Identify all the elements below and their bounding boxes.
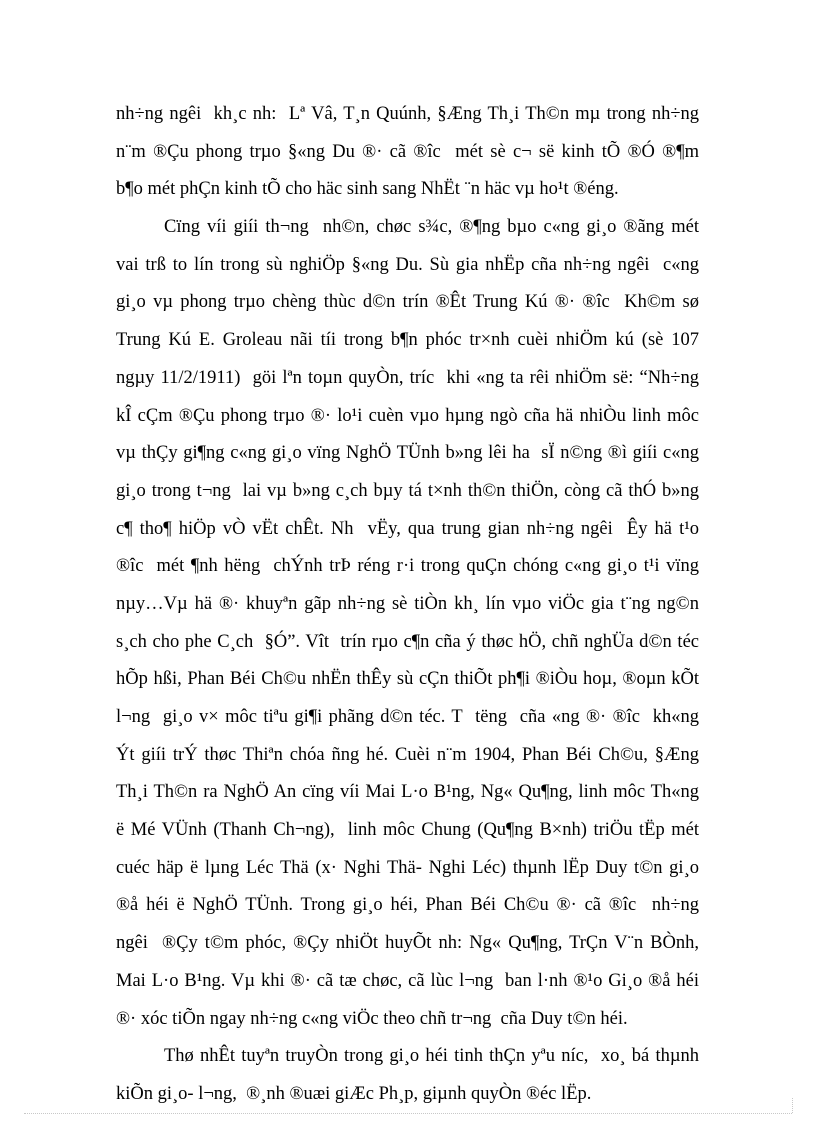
text-line: ®· xóc tiÕn ngay nh÷ng c«ng viÖc theo chñ tr¬ng cña Duy t©n héi. bbox=[116, 1008, 628, 1029]
text-line: nµy…Vµ hä ®· khuyªn gãp nh÷ng sè tiÒn kh¸ lín vµo viÖc gia t¨ng ng©n bbox=[116, 593, 699, 614]
text-line: kÎ cÇm ®Çu phong trµo ®· lo¹i cuèn vµo hµng ngò cña hä nhiÒu linh môc bbox=[116, 405, 699, 426]
text-line: c¶ tho¶ hiÖp vÒ vËt chÊt. Nh vËy, qua trung gian nh÷ng ngêi Êy hä t¹o bbox=[116, 518, 699, 539]
text-line: hÕp hßi, Phan Béi Ch©u nhËn thÊy sù cÇn thiÕt ph¶i ®iÒu hoµ, ®oµn kÕt bbox=[116, 669, 699, 690]
text-line: s¸ch cho phe C¸ch §Ó”. Vît trín rµo c¶n cña ý thøc hÖ, chñ nghÜa d©n téc bbox=[116, 631, 699, 652]
text-line: ®å héi ë NghÖ TÜnh. Trong gi¸o héi, Phan Béi Ch©u ®· cã ®îc nh÷ng bbox=[116, 895, 699, 916]
page-border-corner bbox=[792, 1098, 793, 1113]
paragraph-first-line: Thø nhÊt tuyªn truyÒn trong gi¸o héi tinh thÇn yªu níc, xo¸ bá thµnh bbox=[164, 1046, 699, 1067]
paragraph-first-line: Cïng víi giíi th¬ng nh©n, chøc s¾c, ®¶ng bµo c«ng gi¸o ®ãng mét bbox=[164, 217, 699, 238]
text-line: kiÕn gi¸o- l¬ng, ®¸nh ®uæi giÆc Ph¸p, giµnh quyÒn ®éc lËp. bbox=[116, 1083, 592, 1104]
text-line: ngêi ®Çy t©m phóc, ®Çy nhiÖt huyÕt nh: Ng« Qu¶ng, TrÇn V¨n BÒnh, bbox=[116, 933, 699, 954]
page-border-bottom bbox=[24, 1113, 792, 1114]
text-line: Ýt giíi trÝ thøc Thiªn chóa ñng hé. Cuèi n¨m 1904, Phan Béi Ch©u, §Æng bbox=[116, 744, 699, 765]
text-line: Th¸i Th©n ra NghÖ An cïng víi Mai L·o B¹ng, Ng« Qu¶ng, linh môc Th«ng bbox=[116, 782, 699, 803]
text-line: l¬ng gi¸o v× môc tiªu gi¶i phãng d©n téc. T tëng cña «ng ®· ®îc kh«ng bbox=[116, 707, 699, 727]
text-line: Mai L·o B¹ng. Vµ khi ®· cã tæ chøc, cã lùc l¬ng ban l·nh ®¹o Gi¸o ®å héi bbox=[116, 970, 699, 991]
text-line: cuéc häp ë lµng Léc Thä (x· Nghi Thä- Nghi Léc) thµnh lËp Duy t©n gi¸o bbox=[116, 857, 699, 878]
body-text bbox=[116, 96, 699, 1114]
text-line: vai trß to lín trong sù nghiÖp §«ng Du. Sù gia nhËp cña nh÷ng ngêi c«ng bbox=[116, 254, 699, 275]
text-line: ë Mé VÜnh (Thanh Ch¬ng), linh môc Chung (Qu¶ng B×nh) triÖu tËp mét bbox=[116, 820, 699, 841]
text-line: gi¸o vµ phong trµo chèng thùc d©n trín ®Êt Trung Kú ®· ®îc Kh©m sø bbox=[116, 292, 699, 313]
text-line: gi¸o trong t¬ng lai vµ b»ng c¸ch bµy tá t×nh th©n thiÖn, còng cã thÓ b»ng bbox=[116, 480, 699, 501]
text-line: nh÷ng ngêi kh¸c nh: Lª Vâ, T¸n Quúnh, §Æng Th¸i Th©n mµ trong nh÷ng bbox=[116, 104, 699, 124]
text-line: n¨m ®Çu phong trµo §«ng Du ®· cã ®îc mét sè c¬ së kinh tÕ ®Ó ®¶m bbox=[116, 141, 699, 162]
text-line: Trung Kú E. Groleau nãi tíi trong b¶n phóc tr×nh cuèi nhiÖm kú (sè 107 bbox=[116, 330, 699, 351]
text-line: b¶o mét phÇn kinh tÕ cho häc sinh sang NhËt ¨n häc vµ ho¹t ®éng. bbox=[116, 179, 619, 200]
text-line: ngµy 11/2/1911) göi lªn toµn quyÒn, tríc khi «ng ta rêi nhiÖm së: “Nh÷ng bbox=[116, 367, 699, 388]
text-line: ®îc mét ¶nh hëng chÝnh trÞ réng r·i trong quÇn chóng c«ng gi¸o t¹i vïng bbox=[116, 556, 699, 577]
text-line: vµ thÇy gi¶ng c«ng gi¸o vïng NghÖ TÜnh b»ng lêi ha sÏ n©ng ®ì giíi c«ng bbox=[116, 443, 699, 464]
